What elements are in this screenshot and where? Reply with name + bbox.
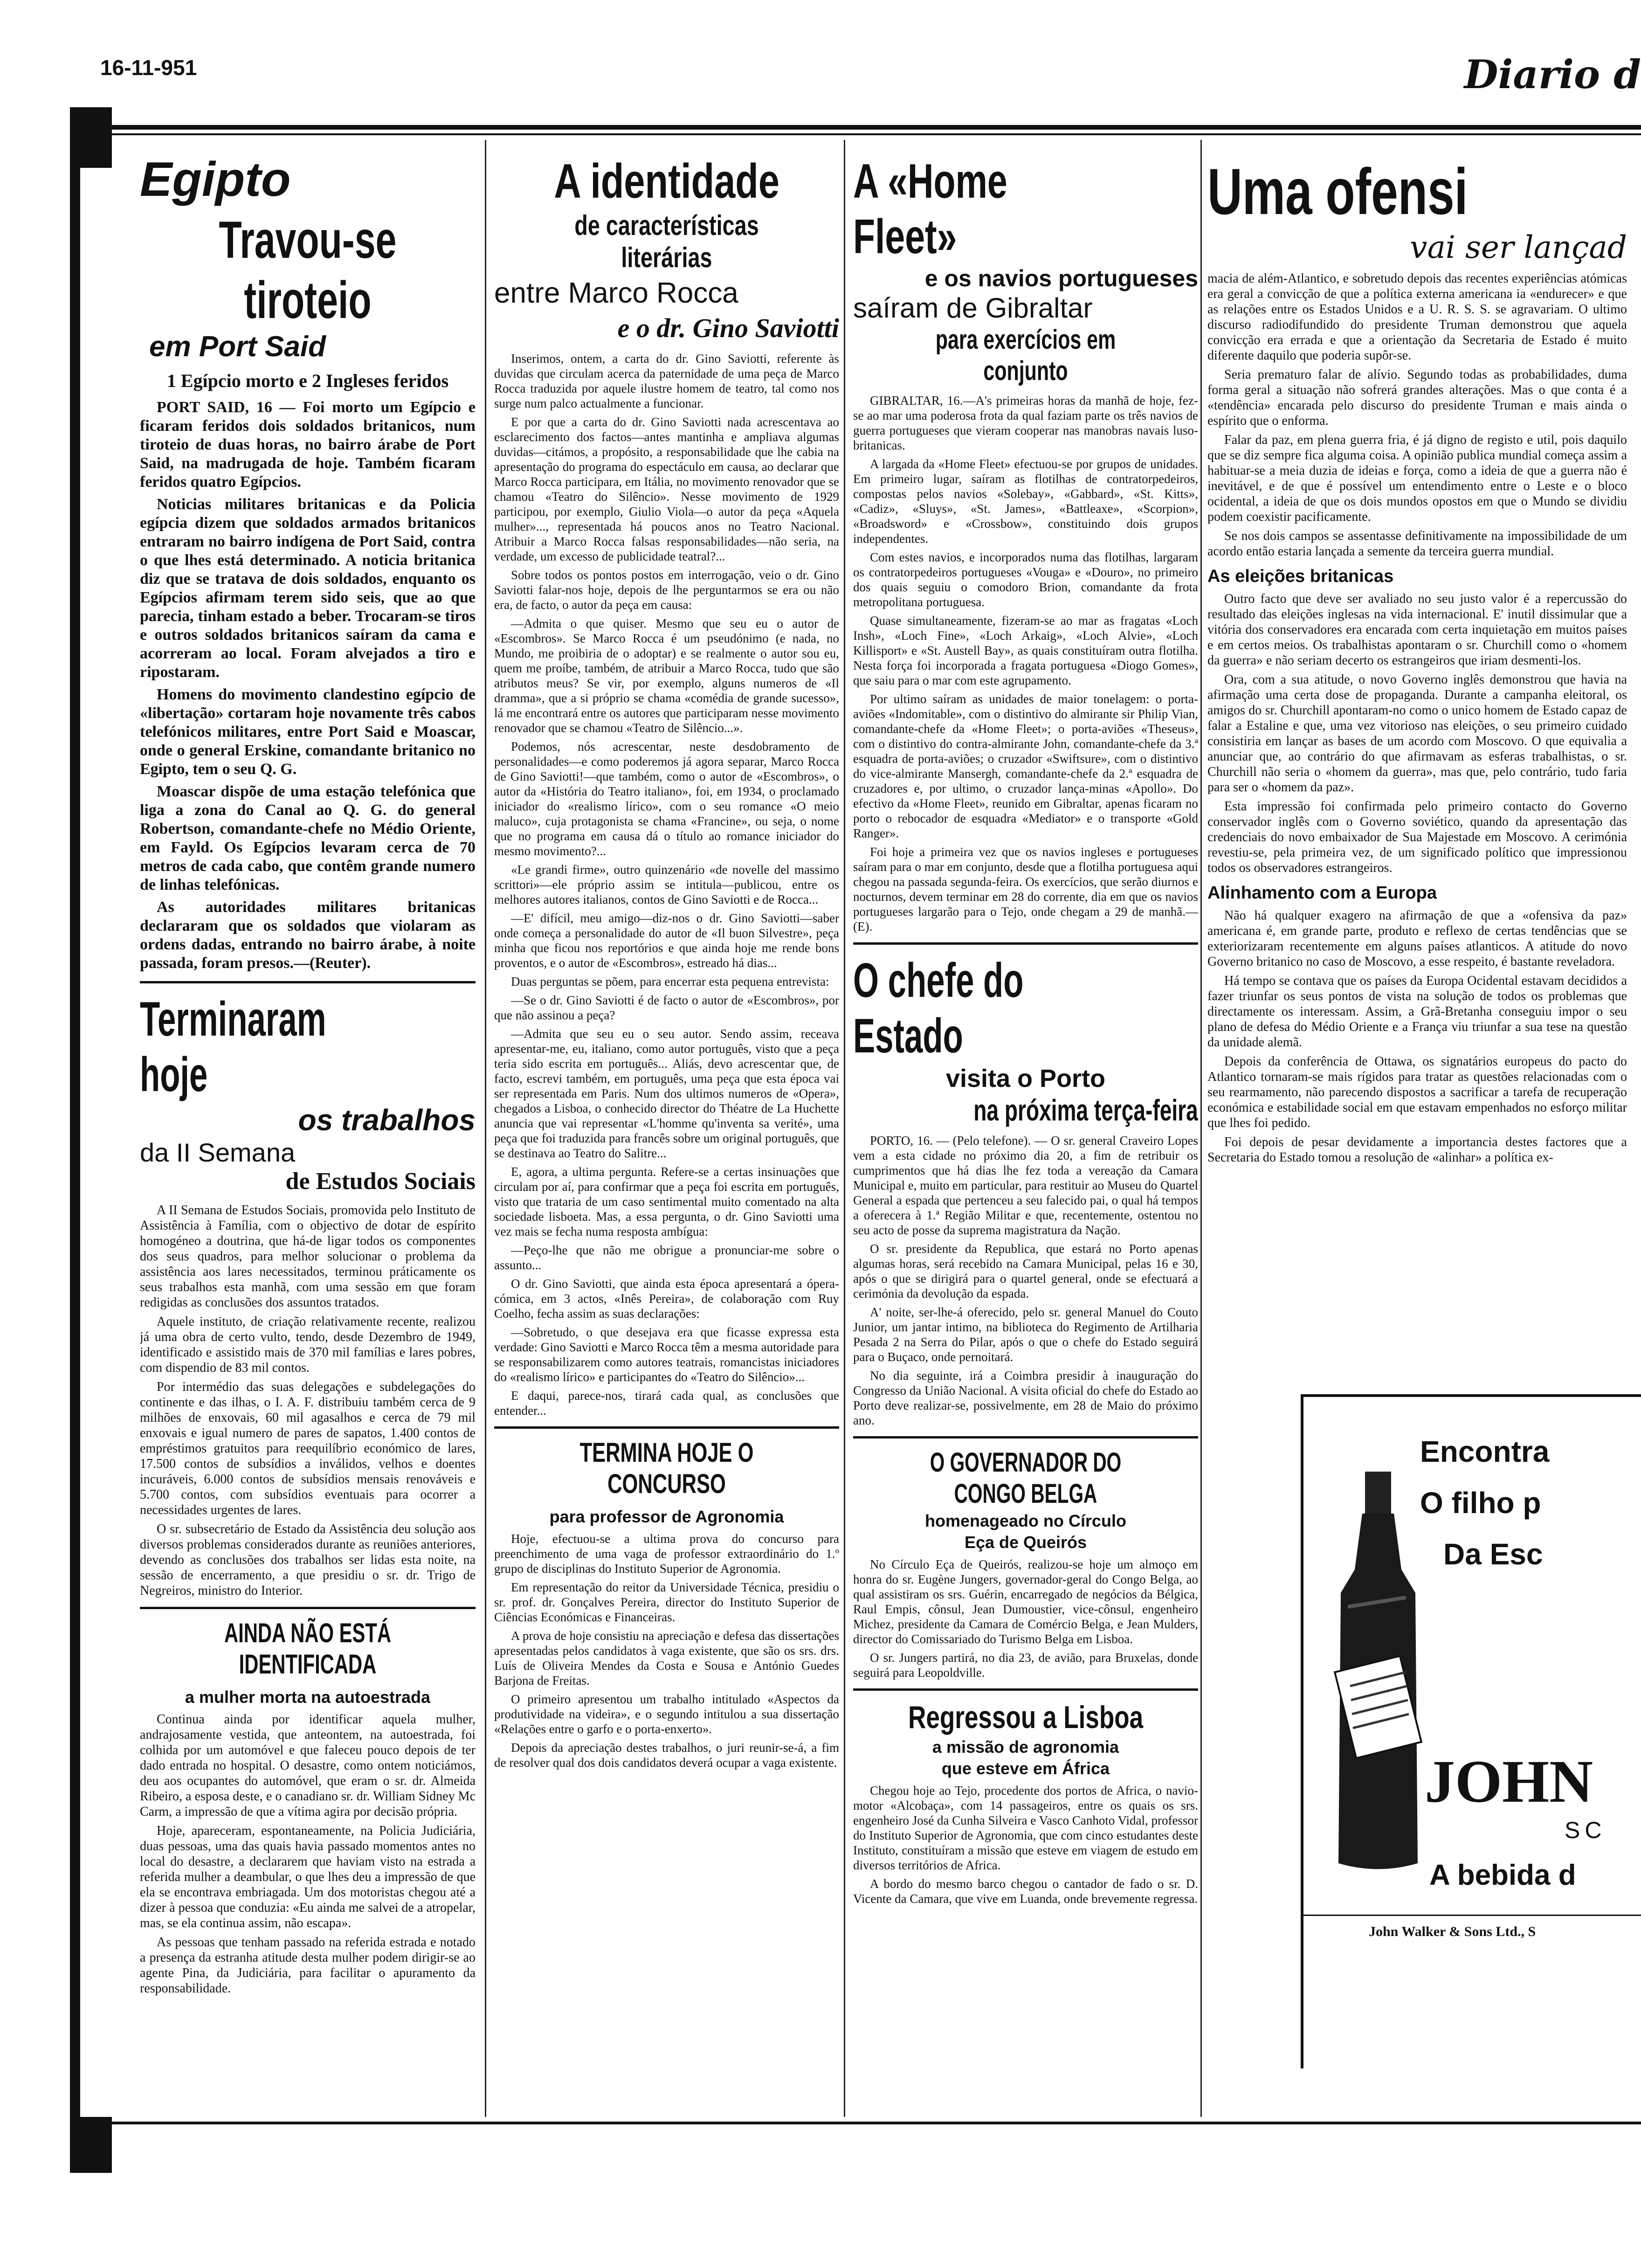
column-divider-1 [485, 140, 486, 2117]
paragraph: —Peço-lhe que não me obrigue a pronunciar-me sobre o assunto... [494, 1243, 839, 1272]
paragraph: Sobre todos os pontos postos em interrogação, veio o dr. Gino Saviotti falar-nos hoje, depois de lhe perguntarmos se era ou não era, de facto, o autor da peça em causa: [494, 568, 839, 612]
margin-block-bottom [70, 2117, 112, 2173]
paragraph: Outro facto que deve ser avaliado no seu justo valor é a repercussão do resultado das eleições inglesas na vida internacional. E' inutil dissimular que a vitória dos conservadores era encarada com certa inquietação em muitos países e em certos meios. Os trabalhistas apontaram o sr. Churchill como o «homem da guerra» e não seriam decerto os estrangeiros que iriam desmenti-los. [1207, 592, 1627, 668]
article-concurso-body [494, 1531, 839, 1770]
article-alinhamento-body [1207, 908, 1627, 1165]
paragraph: O dr. Gino Saviotti, que ainda esta época apresentará a ópera-cómica, em 3 actos, «Inês Pereira», de colaboração com Ruy Coelho, fecha assim as suas declarações: [494, 1277, 839, 1321]
paragraph: Esta impressão foi confirmada pelo primeiro contacto do Governo conservador inglês com o Governo soviético, quando da apresentação das credenciais do novo embaixador de Sua Majestade em Moscovo. A cerimónia revestiu-se, pela primeira vez, de um significado político que impressionou todos os observadores estrangeiros. [1207, 799, 1627, 875]
paragraph: No dia seguinte, irá a Coimbra presidir à inauguração do Congresso da União Nacional. A visita oficial do chefe do Estado ao Porto deve realizar-se, possivelmente, em 28 de Maio do próximo ano. [853, 1369, 1198, 1427]
article-divider [853, 1688, 1198, 1691]
headline-regressou: Regressou a Lisboa [908, 1700, 1144, 1735]
ad-line-escola: Da Esc [1443, 1537, 1543, 1571]
paragraph: —E' difícil, meu amigo—diz-nos o dr. Gino Saviotti—saber onde começa a personalidade do autor de «Il buon Silvestre», peça minha que ficou nos reportórios e que ainda hoje me rende bons proventos, e o autor de «Escombros», estreado há dias... [494, 911, 839, 970]
paragraph: A largada da «Home Fleet» efectuou-se por grupos de unidades. Em primeiro lugar, saíram as flotilhas de contratorpedeiros, compostas pelos navios «Solebay», «Gabbard», «St. Kitts», «Cadiz», «Sluys», «St. James», «Battleaxe», «Scorpion», «Broadsword» e «Crossbow», constituindo dois grupos independentes. [853, 457, 1198, 546]
ad-brand-john: JOHN [1425, 1748, 1593, 1815]
paragraph: A bordo do mesmo barco chegou o cantador de fado o sr. D. Vicente da Camara, que vive em Luanda, onde brevemente regressa. [853, 1877, 1198, 1906]
deck-terca-feira: na próxima terça-feira [973, 1093, 1198, 1127]
newspaper-masthead: Diario d [1464, 51, 1641, 97]
article-regressou-body [853, 1783, 1198, 1906]
paragraph: Continua ainda por identificar aquela mulher, andrajosamente vestida, que anteontem, na autoestrada, foi colhida por um automóvel e que faleceu pouco depois de ter dado entrada no hospital. O desastre, como ontem noticiámos, deu aos ocupantes do automóvel, que eram o sr. dr. Almeida Ribeiro, a esposa deste, e o canadiano sr. dr. William Sidney Mc Carm, a impressão de que a vítima agira por decisão própria. [140, 1712, 476, 1819]
article-tiroteio-body [140, 398, 476, 973]
column-identidade [494, 154, 839, 2112]
paragraph: —Admita o que quiser. Mesmo que seu eu o autor de «Escombros». Se Marco Rocca é um pseudónimo (e nada, no Mundo, me proibiria de o adoptar) e se realmente o autor sou eu, quem me proíbe, também, de atribuir a Marco Rocca, tudo que são atributos meus? Se vir, por exemplo, alguns numeros de «Il dramma», que a si próprio se chama «comédia de grande sucesso», lá me encontrará entre os autores que participaram nesse movimento renovador que se chamou «Teatro de Silêncio...». [494, 616, 839, 735]
article-divider [494, 1426, 839, 1429]
ad-divider [1303, 1915, 1641, 1916]
paragraph: O primeiro apresentou um trabalho intitulado «Aspectos da produtividade na videira», e o segundo intitulou a sua dissertação «Relações entre o garfo e o porta-enxerto». [494, 1692, 839, 1736]
paragraph: E por que a carta do dr. Gino Saviotti nada acrescentava ao esclarecimento dos factos—antes mantinha e ampliava algumas duvidas—citámos, a propósito, a responsabilidade que lhe cabia na apresentação do programa do espectáculo em causa, ao declarar que Marco Rocca participara, em Itália, no movimento renovador que se chamou «Teatro do Silêncio». Nesse movimento de 1929 participou, por exemplo, Giulio Viola—o autor da peça «Aquela mulher»..., representada há poucos anos no Teatro Nacional. Atribuir a Marco Rocca falsas responsabilidades—não seria, na verdade, um excesso de publicidade teatral?... [494, 415, 839, 563]
ad-line-encontra: Encontra [1420, 1435, 1550, 1468]
ad-footer: John Walker & Sons Ltd., S [1369, 1924, 1536, 1939]
article-divider [140, 1607, 476, 1609]
column-ofensiva [1207, 154, 1627, 1376]
paragraph: macia de além-Atlantico, e sobretudo depois das recentes experiências atómicas era geral a convicção de que a política externa americana ia «endurecer» e que as relações entre os Estados Unidos e a U. R. S. S. se agravariam. O ultimo discurso radiodifundido do presidente Truman demonstrou que aquela convicção era errada e que a orientação da Secretaria de Estado é muito diferente daquilo que poderia supôr-se. [1207, 271, 1627, 363]
subhead-alinhamento: Alinhamento com a Europa [1207, 883, 1437, 903]
deck-caracteristicas: de características literárias [574, 210, 759, 273]
deck-mulher-morta: a mulher morta na autoestrada [185, 1687, 431, 1707]
headline-ofensiva: Uma ofensi [1207, 155, 1468, 228]
paragraph: —Sobretudo, o que desejava era que ficasse expressa esta verdade: Gino Saviotti e Marco Rocca têm a mesma autoridade para se responsabilizarem como autores teatrais, romancistas iniciadores do «realismo lírico» e participantes do «Teatro do Silêncio»... [494, 1325, 839, 1384]
headline-governador: O GOVERNADOR DO CONGO BELGA [930, 1447, 1122, 1509]
header-rule-bottom [70, 133, 1641, 135]
deck-visita-porto: visita o Porto [945, 1065, 1106, 1093]
paragraph: Ora, com a sua atitude, o novo Governo inglês demonstrou que havia na afirmação uma certa dose de propaganda. Durante a campanha eleitoral, os amigos do sr. Churchill apontaram-no como o unico homem de Estado capaz de falar a Estaline e que, uma vez vitorioso nas eleições, o seu primeiro cuidado consistiria em lançar as bases de um acordo com Moscovo. O que equivalia a anunciar que, ao contrário do que afirmavam as esferas trabalhistas, o sr. Churchill não seria o «homem da guerra», mas que, pelo contrário, tudo faria para ser o «homem da paz». [1207, 672, 1627, 795]
paragraph: Por intermédio das suas delegações e subdelegações do continente e das ilhas, o I. A. F. distribuiu também cerca de 9 milhões de enxovais, 60 mil agasalhos e cerca de 79 mil enxovais e igual numero de pares de sapatos, 1.400 contos de empréstimos gratuitos para reequilíbrio económico de lares, 17.500 contos de subsídios a inválidos, velhos e doentes incuráveis, 6.000 contos de subsídios mensais renováveis e 5.700 contos, com subsídios eventuais para ocorrer a necessidades urgentes de lares. [140, 1380, 476, 1517]
footer-rule [112, 2122, 1641, 2124]
paragraph: Foi depois de pesar devidamente a importancia destes factores que a Secretaria do Estado tomou a resolução de «alinhar» a política ex- [1207, 1135, 1627, 1165]
article-chefe-estado-body [853, 1133, 1198, 1428]
paragraph: Aquele instituto, de criação relativamente recente, realizou já uma obra de certo vulto, tendo, desde Dezembro de 1949, identificado e assistido mais de 370 mil famílias e lares pobres, com dispendio de 83 mil contos. [140, 1314, 476, 1375]
whisky-bottle-illustration [1322, 1467, 1434, 1877]
ad-line-filho: O filho p [1420, 1486, 1541, 1520]
paragraph: A' noite, ser-lhe-á oferecido, pelo sr. general Manuel do Couto Junior, um jantar intimo, na biblioteca do Regimento de Artilharia Pesada 2 na Serra do Pilar, após o que o chefe do Estado seguirá para o Buçaco, onde pernoitará. [853, 1305, 1198, 1364]
paragraph: «Le grandi firme», outro quinzenário «de novelle del massimo scrittori»—ele próprio assim se intitula—publicou, entre os melhores autores italianos, contos de Gino Saviotti e de Rocca... [494, 863, 839, 906]
paragraph: O sr. subsecretário de Estado da Assistência deu solução aos diversos problemas considerados durante as reuniões anteriores, devendo as conclusões dos trabalhos ser lidas esta noite, na sessão de encerramento, a que presidiu o sr. dr. Trigo de Negreiros, ministro do Interior. [140, 1522, 476, 1598]
deck-navios-portugueses: e os navios portugueses [924, 265, 1198, 291]
paragraph: Depois da apreciação destes trabalhos, o juri reunir-se-á, a fim de resolver qual dos dois candidatos deverá ocupar a vaga existente. [494, 1741, 839, 1770]
paragraph: A prova de hoje consistiu na apreciação e defesa das dissertações apresentadas pelos candidatos à vaga existente, que são os srs. drs. Luís de Oliveira Mendes da Costa e Sousa e António Guedes Barjona de Freitas. [494, 1629, 839, 1687]
deck-missao-agronomia: a missão de agronomia [932, 1737, 1119, 1756]
paragraph: PORT SAID, 16 — Foi morto um Egípcio e ficaram feridos dois soldados britanicos, num tiroteio de duas horas, no bairro árabe de Port Said, na madrugada de hoje. Também ficaram feridos quatro Egípcios. [140, 399, 476, 491]
paragraph: Hoje, apareceram, espontaneamente, na Policia Judiciária, duas pessoas, uma das quais havia passado momentos antes no local do desastre, a declararem que haviam visto na estrada a referida mulher a deambular, o que lhes deu a impressão de que ela se encontrava embriagada. Um dos motoristas chegou até a dizer à pessoa que conduzia: «Eu ainda me salvei de a atropelar, mas, se ela continua assim, não escapa». [140, 1824, 476, 1930]
paragraph: Homens do movimento clandestino egípcio de «libertação» cortaram hoje novamente três cabos telefónicos militares, entre Port Said e Moascar, onde o general Erskine, comandante britanico no Egipto, tem o seu Q. G. [140, 686, 476, 778]
deck-feridos: 1 Egípcio morto e 2 Ingleses feridos [166, 370, 449, 391]
paragraph: Noticias militares britanicas e da Policia egípcia dizem que soldados armados britanicos entraram no bairro indígena de Port Said, contra o que lhes está determinado. A noticia britanica diz que se tratava de dois soldados, enquanto os Egípcios afirmam terem sido seis, que ao que parecia, tinham estado a beber. Trocaram-se tiros e outros soldados britanicos saíram da cama e acorreram ao local. Foram alvejados a tiro e ripostaram. [140, 496, 476, 681]
paragraph: A II Semana de Estudos Sociais, promovida pelo Instituto de Assistência à Família, com o objectivo de dotar de espírito homogéneo a doutrina, que há-de ligar todos os componentes dos seus quadros, para melhor solucionar o problema da assistência aos lares necessitados, terminou práticamente os seus trabalhos esta manhã, com uma sessão em que foram redigidas as conclusões dos assuntos tratados. [140, 1203, 476, 1310]
deck-estudos-sociais: de Estudos Sociais [285, 1168, 476, 1195]
deck-marco-rocca: entre Marco Rocca [494, 277, 738, 309]
paragraph: Depois da conferência de Ottawa, os signatários europeus do pacto do Atlantico tornaram-se mais rígidos para tratar as questões relacionadas com o seu rearmamento, não parecendo dispostos a sacrificar a tarefa de recuperação económica e estabilidade social em que estavam empenhados no esforço militar que lhes foi pedido. [1207, 1054, 1627, 1130]
deck-gino-saviotti: e o dr. Gino Saviotti [617, 313, 839, 343]
article-semana-body [140, 1203, 476, 1598]
headline-nao-identificada: AINDA NÃO ESTÁ IDENTIFICADA [224, 1618, 392, 1680]
column-egipto [140, 154, 476, 2112]
paragraph: E, agora, a ultima pergunta. Refere-se a certas insinuações que circulam por aí, para confirmar que a peça foi escrita em português, visto que trataria de um caso sentimental muito comentado na alta sociedade lisboeta. Mas, a essa pergunta, o dr. Gino Saviotti uma vez mais se fecha numa resposta ambígua: [494, 1165, 839, 1238]
paragraph: As pessoas que tenham passado na referida estrada e notado a presença da estranha atitude desta mulher podem dirigir-se ao agente Pina, da Judiciária, para facilitar o apuramento da responsabilidade. [140, 1935, 476, 1996]
paragraph: As autoridades militares britanicas declararam que os soldados que violaram as ordens dadas, entrando no bairro árabe, à noite passada, foram presos.—(Reuter). [140, 899, 476, 972]
headline-terminaram: Terminaram hoje [140, 992, 326, 1102]
paragraph: Foi hoje a primeira vez que os navios ingleses e portugueses saíram para o mar em conjunto, desde que a flotilha portuguesa aqui chegou na passada segunda-feira. Os exercícios, que serão diurnos e nocturnos, devem terminar em 28 do corrente, dia em que os navios portugueses largarão para o Tejo, onde chegam a 29 de manhã.—(E). [853, 845, 1198, 933]
deck-semana: da II Semana [140, 1138, 296, 1167]
paragraph: Com estes navios, e incorporados numa das flotilhas, largaram os contratorpedeiros portugueses «Vouga» e «Douro», no primeiro dos quais seguiu o comodoro Brion, comandante da frota metropolitana portuguesa. [853, 550, 1198, 609]
paragraph: PORTO, 16. — (Pelo telefone). — O sr. general Craveiro Lopes vem a esta cidade no próximo dia 20, a fim de retribuir os cumprimentos que há dias lhe fez toda a vereação da Camara Municipal e, muito em particular, para restituir ao Museu do Quartel General a espada que pertenceu a seu falecido pai, o qual há tempos a oferecera à 1.ª Região Militar e que, recentemente, ostentou no seu acto de posse da suprema magistratura da Nação. [853, 1134, 1198, 1237]
johnnie-walker-ad [1301, 1394, 1641, 2068]
deck-exercicios: para exercícios em conjunto [935, 325, 1116, 386]
article-mulher-body [140, 1712, 476, 1996]
deck-lancada: vai ser lançad [1410, 229, 1627, 265]
article-divider [853, 942, 1198, 945]
issue-date: 16-11-951 [100, 55, 197, 80]
deck-homenageado: homenageado no Círculo [924, 1511, 1127, 1530]
article-divider [140, 981, 476, 983]
paragraph: Chegou hoje ao Tejo, procedente dos portos de Africa, o navio-motor «Alcobaça», com 14 passageiros, entre os quais os srs. engenheiro José da Cunha Silveira e Vasco Canhoto Vidal, professor do Instituto Superior de Agronomia, que com cinco estudantes deste Instituto, constituíram a missão que esteve em viagem de estudo em diversos territórios de Africa. [853, 1784, 1198, 1872]
headline-identidade: A identidade [554, 154, 779, 208]
paragraph: No Círculo Eça de Queirós, realizou-se hoje um almoço em honra do sr. Eugène Jungers, governador-geral do Congo Belga, ao qual assistiram os srs. Guérin, encarregado de negócios da Bélgica, Raul Empis, cônsul, Jean Dumoustier, vice-cônsul, engenheiro Michez, presidente da Camara de Comércio Belga, e Jean Mulders, director do Comissariado do Turismo Belga em Lisboa. [853, 1557, 1198, 1646]
subhead-trabalhos: os trabalhos [298, 1103, 476, 1137]
deck-eca-queiros: Eça de Queirós [964, 1533, 1087, 1552]
deck-gibraltar: saíram de Gibraltar [853, 292, 1093, 324]
margin-block-top [70, 107, 112, 168]
margin-bar [70, 168, 80, 2117]
column-home-fleet [853, 154, 1198, 2112]
paragraph: —Se o dr. Gino Saviotti é de facto o autor de «Escombros», por que não assinou a peça? [494, 993, 839, 1022]
paragraph: Inserimos, ontem, a carta do dr. Gino Saviotti, referente às duvidas que circulam acerca da paternidade de uma peça de Marco Rocca traduzida por aquele ilustre homem de teatro, tal como nos surge num palco actualmente a funcionar. [494, 352, 839, 410]
paragraph: O sr. presidente da Republica, que estará no Porto apenas algumas horas, será recebido na Camara Municipal, pelas 16 e 30, após o que se dirigirá para o quartel general, onde se efectuará a cerimónia da devolução da espada. [853, 1242, 1198, 1300]
kicker-egipto: Egipto [140, 154, 291, 207]
paragraph: GIBRALTAR, 16.—A's primeiras horas da manhã de hoje, fez-se ao mar uma poderosa frota da qual faziam parte os três navios de guerra portugueses que vieram cooperar nas manobras navais luso-britanicas. [853, 394, 1198, 452]
headline-chefe-estado: O chefe do Estado [853, 954, 1024, 1063]
paragraph: Se nos dois campos se assentasse definitivamente na impossibilidade de um acordo então estaria lançada a semente da terceira guerra mundial. [1207, 529, 1627, 559]
headline-tiroteio: Travou-se tiroteio [219, 211, 397, 329]
paragraph: Seria prematuro falar de alívio. Segundo todas as probabilidades, duma forma geral a situação não sofrerá grandes alterações. Mas o que conta é a «tendência» encarada pelo discurso do presidente Truman e mais ainda o espírito que o enforma. [1207, 367, 1627, 428]
header-rule-top [70, 125, 1641, 130]
paragraph: Há tempo se contava que os países da Europa Ocidental estavam decididos a fazer triunfar os seus pontos de vista na solução de todos os problemas que directamente os interessam. Assim, a Grã-Bretanha conseguiu impor o seu plano de defesa do Médio Oriente e a França viu triunfar a sua tese na questão da unidade alemã. [1207, 974, 1627, 1050]
paragraph: E daqui, parece-nos, tirará cada qual, as conclusões que entender... [494, 1389, 839, 1418]
article-governador-body [853, 1557, 1198, 1680]
article-ofensiva-body [1207, 271, 1627, 559]
subhead-eleicoes: As eleições britanicas [1207, 567, 1394, 586]
paragraph: Falar da paz, em plena guerra fria, é já digno de registo e util, pois daquilo que se diz sempre fica alguma coisa. A opinião publica mundial começa assim a habituar-se a meia duzia de ideias e força, como a ideia de que a guerra não é inevitável, e de que é possível um entendimento entre o Leste e o bloco ocidental, a ideia de que os dois mundos opostos em que o Mundo se dividiu podem coexistir pacificamente. [1207, 433, 1627, 524]
paragraph: Hoje, efectuou-se a ultima prova do concurso para preenchimento de uma vaga de professor extraordinário do 1.º grupo de disciplinas do Instituto Superior de Agronomia. [494, 1532, 839, 1576]
deck-agronomia: para professor de Agronomia [549, 1507, 784, 1526]
paragraph: Podemos, nós acrescentar, neste desdobramento de personalidades—e como poderemos já agora separar, Marco Rocca de Gino Saviotti!—que também, como o autor de «Escombros», o autor da «História do Teatro italiano», foi, em 1934, o proclamado iniciador do «realismo lírico», com o seu romance «O meio maluco», cuja protagonista se chama «Francine», ou seja, o nome que no programa em causa dá o título ao romance iniciador do mesmo movimento?... [494, 740, 839, 858]
paragraph: O sr. Jungers partirá, no dia 23, de avião, para Bruxelas, donde seguirá para Leopoldville. [853, 1651, 1198, 1680]
article-divider [853, 1436, 1198, 1438]
column-divider-2 [844, 140, 845, 2117]
paragraph: Quase simultaneamente, fizeram-se ao mar as fragatas «Loch Insh», «Loch Fine», «Loch Arkaig», «Loch Alvie», «Loch Killisport» e «St. Austell Bay», as quais constituíram outra flotilha. Nesta força foi incorporada a fragata portuguesa «Diogo Gomes», que saiu para o mar com este agrupamento. [853, 614, 1198, 687]
paragraph: Não há qualquer exagero na afirmação de que a «ofensiva da paz» americana é, em grande parte, produto e reflexo de certas tendências que se exteriorizaram recentemente em alguns países atlanticos. A atitude do novo Governo britanico no caso de Moscovo, a esse respeito, é bastante reveladora. [1207, 908, 1627, 969]
paragraph: Em representação do reitor da Universidade Técnica, presidiu o sr. prof. dr. Gonçalves Pereira, director do Instituto Superior de Ciências Económicas e Financeiras. [494, 1580, 839, 1624]
paragraph: Moascar dispõe de uma estação telefónica que liga a zona do Canal ao Q. G. do general Robertson, comandante-chefe no Médio Oriente, em Fayld. Os Egípcios levaram cerca de 70 metros de cada cabo, que contêm grande numero de linhas telefónicas. [140, 783, 476, 893]
paragraph: Duas perguntas se põem, para encerrar esta pequena entrevista: [511, 975, 829, 989]
column-divider-3 [1200, 140, 1202, 2117]
deck-africa: que esteve em África [941, 1759, 1110, 1778]
article-eleicoes-body [1207, 591, 1627, 876]
subhead-port-said: em Port Said [149, 331, 326, 363]
headline-concurso: TERMINA HOJE O CONCURSO [579, 1438, 754, 1499]
headline-home-fleet: A «Home Fleet» [853, 154, 1007, 264]
article-home-fleet-body [853, 393, 1198, 934]
ad-brand-scotch: SC [1565, 1817, 1607, 1843]
article-identidade-body [494, 351, 839, 1418]
paragraph: —Admita que seu eu o seu autor. Sendo assim, receava apresentar-me, eu, italiano, como autor português, visto que a peça teria sido escrita em português... Aliás, devo acrescentar que, de facto, escrevi também, em português, uma peça que esta época vai ser representada em Paris. Num dos ultimos numeros de «Opera», chegados a Lisboa, o conhecido director do Théatre de La Huchette anuncia que vai representar «L'homme qu'inventa sa verité», uma peça que foi traduzida para francês sobre um original português, que se destinava ao Teatro do Salitre... [494, 1027, 839, 1160]
paragraph: Por ultimo saíram as unidades de maior tonelagem: o porta-aviões «Indomitable», com o distintivo do almirante sir Philip Vian, comandante-chefe da «Home Fleet»; o porta-aviões «Theseus», com o distintivo do contra-almirante John, comandante-chefe da 3.ª esquadra de porta-aviões; o cruzador «Swiftsure», com o distintivo do vice-almirante Mansergh, comandante-chefe da 2.ª esquadra de cruzadores e, por ultimo, o cruzador lança-minas «Apollo». Do efectivo da «Home Fleet», reunido em Gibraltar, apenas ficaram no porto o rebocador de esquadra «Mediator» e o transporte «Gold Ranger». [853, 692, 1198, 840]
ad-tagline: A bebida d [1429, 1859, 1576, 1891]
